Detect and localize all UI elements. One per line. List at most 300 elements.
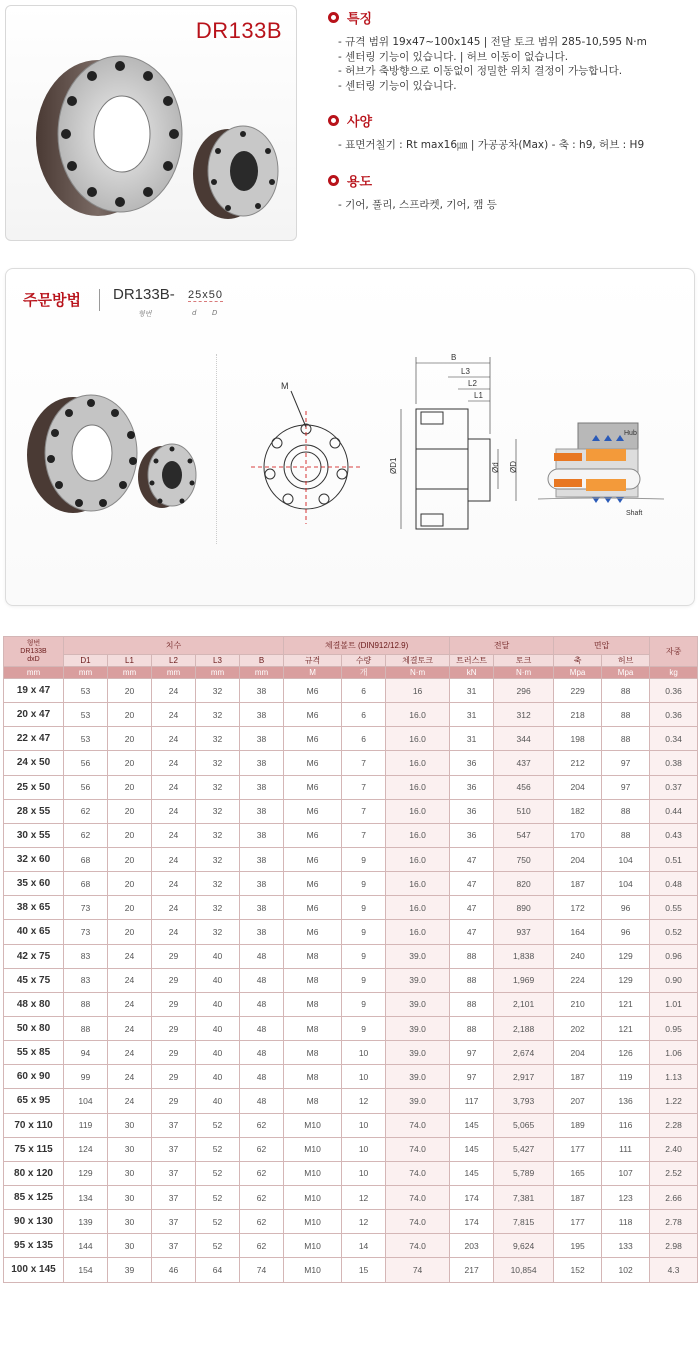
table-cell: 30: [108, 1210, 152, 1234]
table-cell: 24: [108, 944, 152, 968]
table-cell: 30: [108, 1234, 152, 1258]
table-cell: 62: [240, 1185, 284, 1209]
table-row: [4, 703, 698, 727]
subheader-cell: L1: [108, 655, 152, 667]
table-cell: 52: [196, 1137, 240, 1161]
table-cell: 24: [152, 920, 196, 944]
subheader-cell: 규격: [284, 655, 342, 667]
header-dims: 치수: [64, 637, 284, 655]
table-cell: 37: [152, 1234, 196, 1258]
table-cell: 29: [152, 1016, 196, 1040]
table-cell: 39: [108, 1258, 152, 1282]
table-cell: 38: [240, 896, 284, 920]
table-cell: M10: [284, 1258, 342, 1282]
table-cell: 9: [342, 896, 386, 920]
table-cell: 5,065: [494, 1113, 554, 1137]
table-cell: 16.0: [386, 872, 450, 896]
table-cell: 38: [240, 847, 284, 871]
table-cell: 12: [342, 1210, 386, 1234]
table-cell: 31: [450, 703, 494, 727]
table-cell: 68: [64, 847, 108, 871]
table-cell: 121: [602, 992, 650, 1016]
table-cell: 24: [108, 992, 152, 1016]
label-B: B: [451, 353, 457, 362]
table-cell: 9: [342, 1016, 386, 1040]
table-cell: 2.78: [650, 1210, 698, 1234]
label-M: M: [281, 381, 289, 391]
row-size-cell: 70 x 110: [4, 1113, 64, 1137]
table-cell: 0.36: [650, 703, 698, 727]
table-cell: 38: [240, 775, 284, 799]
table-header-row: [4, 637, 698, 655]
table-cell: 14: [342, 1234, 386, 1258]
table-cell: M6: [284, 751, 342, 775]
table-cell: 97: [450, 1065, 494, 1089]
label-D: D: [212, 309, 218, 317]
table-cell: 116: [602, 1113, 650, 1137]
row-size-cell: 38 x 65: [4, 896, 64, 920]
spec-heading-text: 사양: [347, 115, 373, 130]
table-cell: 15: [342, 1258, 386, 1282]
row-size-cell: 30 x 55: [4, 823, 64, 847]
table-cell: 145: [450, 1161, 494, 1185]
unit-cell: N·m: [386, 667, 450, 679]
table-cell: 36: [450, 799, 494, 823]
table-cell: 2,674: [494, 1041, 554, 1065]
table-cell: 0.48: [650, 872, 698, 896]
table-cell: 88: [450, 1016, 494, 1040]
table-cell: 134: [64, 1185, 108, 1209]
table-cell: 111: [602, 1137, 650, 1161]
feature-item: - 허브가 축방향으로 이동없이 정밀한 위치 결정이 가능합니다.: [338, 65, 623, 77]
table-cell: 48: [240, 1041, 284, 1065]
table-cell: M8: [284, 1016, 342, 1040]
table-cell: 56: [64, 775, 108, 799]
table-row: [4, 872, 698, 896]
table-cell: 24: [152, 775, 196, 799]
table-cell: 31: [450, 679, 494, 703]
table-cell: 40: [196, 944, 240, 968]
table-cell: 38: [240, 799, 284, 823]
label-hub: Hub: [624, 430, 637, 437]
table-cell: 118: [602, 1210, 650, 1234]
table-cell: 64: [196, 1258, 240, 1282]
table-cell: 32: [196, 751, 240, 775]
table-cell: 96: [602, 896, 650, 920]
table-cell: 2,917: [494, 1065, 554, 1089]
table-cell: 203: [450, 1234, 494, 1258]
table-cell: M8: [284, 944, 342, 968]
row-size-cell: 19 x 47: [4, 679, 64, 703]
table-cell: 46: [152, 1258, 196, 1282]
table-cell: M8: [284, 1065, 342, 1089]
table-cell: 890: [494, 896, 554, 920]
product-image-card: [5, 5, 297, 241]
table-cell: 5,427: [494, 1137, 554, 1161]
table-cell: 62: [240, 1210, 284, 1234]
table-cell: 6: [342, 679, 386, 703]
table-row: [4, 1016, 698, 1040]
table-cell: 133: [602, 1234, 650, 1258]
technical-drawing: [236, 349, 686, 539]
table-cell: 16.0: [386, 896, 450, 920]
table-cell: 40: [196, 1089, 240, 1113]
table-cell: 177: [554, 1137, 602, 1161]
table-cell: 32: [196, 896, 240, 920]
table-cell: 37: [152, 1185, 196, 1209]
table-cell: 9: [342, 968, 386, 992]
table-row: [4, 944, 698, 968]
table-cell: 96: [602, 920, 650, 944]
table-units-row: [4, 667, 698, 679]
table-cell: 129: [602, 968, 650, 992]
table-cell: 32: [196, 703, 240, 727]
table-cell: 5,789: [494, 1161, 554, 1185]
table-cell: 2.40: [650, 1137, 698, 1161]
row-size-cell: 75 x 115: [4, 1137, 64, 1161]
table-cell: 16.0: [386, 920, 450, 944]
row-size-cell: 35 x 60: [4, 872, 64, 896]
table-cell: 437: [494, 751, 554, 775]
table-cell: 0.95: [650, 1016, 698, 1040]
table-cell: 52: [196, 1185, 240, 1209]
table-cell: 7: [342, 799, 386, 823]
table-cell: 7: [342, 775, 386, 799]
table-cell: 53: [64, 727, 108, 751]
table-cell: M6: [284, 823, 342, 847]
table-cell: 204: [554, 847, 602, 871]
row-size-cell: 24 x 50: [4, 751, 64, 775]
subheader-cell: 체결토크: [386, 655, 450, 667]
label-shaft: Shaft: [626, 510, 643, 517]
table-cell: 32: [196, 872, 240, 896]
circle-bullet-icon: [328, 115, 339, 126]
table-cell: 1,838: [494, 944, 554, 968]
table-cell: 29: [152, 992, 196, 1016]
coupling-large-image: [28, 46, 188, 221]
table-cell: 38: [240, 920, 284, 944]
table-cell: 218: [554, 703, 602, 727]
table-cell: 4.3: [650, 1258, 698, 1282]
table-cell: 88: [450, 992, 494, 1016]
table-cell: 20: [108, 920, 152, 944]
table-cell: 7: [342, 823, 386, 847]
table-cell: 123: [602, 1185, 650, 1209]
table-cell: 0.44: [650, 799, 698, 823]
table-cell: 20: [108, 703, 152, 727]
table-cell: 62: [240, 1113, 284, 1137]
usage-section: [328, 171, 698, 213]
table-cell: 20: [108, 679, 152, 703]
order-title: 주문방법: [23, 291, 81, 309]
table-cell: 124: [64, 1137, 108, 1161]
table-row: [4, 799, 698, 823]
table-cell: 48: [240, 1065, 284, 1089]
usage-heading-text: 용도: [347, 174, 373, 190]
table-cell: 16.0: [386, 823, 450, 847]
table-cell: 0.43: [650, 823, 698, 847]
table-cell: 62: [64, 799, 108, 823]
table-cell: 74.0: [386, 1113, 450, 1137]
subheader-cell: L3: [196, 655, 240, 667]
table-cell: 7,815: [494, 1210, 554, 1234]
label-D: ØD: [509, 461, 518, 473]
table-cell: 1.13: [650, 1065, 698, 1089]
table-cell: M8: [284, 1089, 342, 1113]
row-size-cell: 40 x 65: [4, 920, 64, 944]
table-cell: 38: [240, 703, 284, 727]
table-cell: 24: [152, 896, 196, 920]
table-cell: 24: [152, 823, 196, 847]
table-cell: 165: [554, 1161, 602, 1185]
row-size-cell: 42 x 75: [4, 944, 64, 968]
table-cell: 9: [342, 872, 386, 896]
table-cell: 29: [152, 1089, 196, 1113]
order-size: 25x50: [188, 289, 223, 301]
table-cell: 170: [554, 823, 602, 847]
table-cell: 20: [108, 751, 152, 775]
table-row: [4, 992, 698, 1016]
table-cell: 52: [196, 1113, 240, 1137]
table-cell: 31: [450, 727, 494, 751]
header-bolt: 체결볼트 (DIN912/12.9): [284, 637, 450, 655]
order-code: DR133B-: [113, 286, 175, 303]
header-trans: 전달: [450, 637, 554, 655]
table-cell: 937: [494, 920, 554, 944]
table-row: [4, 896, 698, 920]
table-cell: 88: [602, 727, 650, 751]
table-cell: 16.0: [386, 775, 450, 799]
table-cell: 2,101: [494, 992, 554, 1016]
table-cell: 62: [240, 1234, 284, 1258]
table-cell: 62: [64, 823, 108, 847]
table-cell: 296: [494, 679, 554, 703]
table-cell: 0.55: [650, 896, 698, 920]
table-row: [4, 920, 698, 944]
table-cell: 40: [196, 1016, 240, 1040]
table-cell: 144: [64, 1234, 108, 1258]
table-cell: 0.90: [650, 968, 698, 992]
table-cell: 24: [108, 1016, 152, 1040]
table-row: [4, 1137, 698, 1161]
label-type: 형번: [138, 310, 152, 318]
label-D1: ØD1: [389, 457, 398, 474]
table-cell: 456: [494, 775, 554, 799]
table-cell: 32: [196, 679, 240, 703]
table-cell: 74.0: [386, 1185, 450, 1209]
table-cell: 40: [196, 1065, 240, 1089]
table-cell: 0.38: [650, 751, 698, 775]
header-type: 형번 DR133B dxD: [4, 637, 64, 667]
table-cell: 36: [450, 775, 494, 799]
table-cell: 53: [64, 703, 108, 727]
table-cell: 24: [152, 679, 196, 703]
table-cell: 39.0: [386, 1041, 450, 1065]
spec-section: [328, 111, 698, 153]
unit-cell: M: [284, 667, 342, 679]
table-cell: 20: [108, 872, 152, 896]
subheader-cell: 허브: [602, 655, 650, 667]
label-L1: L1: [474, 391, 483, 400]
row-size-cell: 50 x 80: [4, 1016, 64, 1040]
table-cell: 198: [554, 727, 602, 751]
feature-item: - 센터링 기능이 있습니다. | 허브 이동이 없습니다.: [338, 50, 569, 63]
table-cell: 164: [554, 920, 602, 944]
table-cell: 39.0: [386, 1089, 450, 1113]
table-cell: 547: [494, 823, 554, 847]
table-cell: 154: [64, 1258, 108, 1282]
coupling-small-image: [134, 437, 199, 512]
unit-cell: Mpa: [602, 667, 650, 679]
row-size-cell: 90 x 130: [4, 1210, 64, 1234]
table-cell: 145: [450, 1137, 494, 1161]
table-cell: M6: [284, 703, 342, 727]
table-cell: 229: [554, 679, 602, 703]
table-cell: 0.96: [650, 944, 698, 968]
table-cell: 74.0: [386, 1234, 450, 1258]
table-cell: 24: [152, 847, 196, 871]
unit-cell: mm: [108, 667, 152, 679]
table-cell: M6: [284, 799, 342, 823]
table-cell: 16.0: [386, 727, 450, 751]
table-cell: 83: [64, 968, 108, 992]
table-cell: M6: [284, 847, 342, 871]
feature-item: - 규격 범위 19x47~100x145 | 전달 토크 범위 285-10,595 N·m: [338, 36, 647, 48]
subheader-cell: 축: [554, 655, 602, 667]
table-cell: M10: [284, 1185, 342, 1209]
table-cell: 52: [196, 1234, 240, 1258]
table-cell: 121: [602, 1016, 650, 1040]
table-cell: 38: [240, 751, 284, 775]
table-cell: 119: [602, 1065, 650, 1089]
row-size-cell: 60 x 90: [4, 1065, 64, 1089]
table-cell: 24: [152, 872, 196, 896]
row-size-cell: 32 x 60: [4, 847, 64, 871]
table-cell: 32: [196, 847, 240, 871]
table-cell: 217: [450, 1258, 494, 1282]
table-cell: 224: [554, 968, 602, 992]
table-row: [4, 751, 698, 775]
table-cell: 48: [240, 968, 284, 992]
unit-cell: mm: [64, 667, 108, 679]
table-cell: 195: [554, 1234, 602, 1258]
usage-item: - 기어, 풀리, 스프라켓, 기어, 캠 등: [338, 198, 497, 211]
table-cell: 39.0: [386, 1016, 450, 1040]
table-cell: 32: [196, 823, 240, 847]
table-cell: M6: [284, 775, 342, 799]
table-cell: 52: [196, 1161, 240, 1185]
row-size-cell: 85 x 125: [4, 1185, 64, 1209]
table-cell: M10: [284, 1161, 342, 1185]
table-cell: 1.06: [650, 1041, 698, 1065]
table-cell: 30: [108, 1113, 152, 1137]
table-cell: 1,969: [494, 968, 554, 992]
table-cell: 24: [152, 703, 196, 727]
row-size-cell: 22 x 47: [4, 727, 64, 751]
table-cell: 9: [342, 992, 386, 1016]
subheader-cell: 토크: [494, 655, 554, 667]
table-cell: 48: [240, 1016, 284, 1040]
features-panel: [328, 8, 698, 230]
table-cell: 119: [64, 1113, 108, 1137]
table-cell: 62: [240, 1137, 284, 1161]
table-cell: 24: [108, 968, 152, 992]
table-cell: 88: [64, 992, 108, 1016]
table-cell: 0.52: [650, 920, 698, 944]
table-cell: 88: [602, 799, 650, 823]
table-cell: 74: [386, 1258, 450, 1282]
table-cell: 32: [196, 799, 240, 823]
subheader-cell: 트러스트: [450, 655, 494, 667]
table-cell: M10: [284, 1234, 342, 1258]
unit-cell: mm: [152, 667, 196, 679]
table-cell: 40: [196, 992, 240, 1016]
table-cell: 83: [64, 944, 108, 968]
table-cell: 24: [108, 1065, 152, 1089]
table-cell: 174: [450, 1185, 494, 1209]
table-cell: 129: [64, 1161, 108, 1185]
table-row: [4, 968, 698, 992]
table-cell: 10: [342, 1065, 386, 1089]
circle-bullet-icon: [328, 175, 339, 186]
table-row: [4, 1161, 698, 1185]
table-cell: 74.0: [386, 1161, 450, 1185]
unit-cell: Mpa: [554, 667, 602, 679]
table-row: [4, 1089, 698, 1113]
table-subheader-row: [4, 655, 698, 667]
table-cell: 750: [494, 847, 554, 871]
table-cell: 9: [342, 847, 386, 871]
table-cell: 187: [554, 1065, 602, 1089]
table-cell: 510: [494, 799, 554, 823]
table-cell: 0.51: [650, 847, 698, 871]
table-cell: 74.0: [386, 1210, 450, 1234]
table-cell: 20: [108, 727, 152, 751]
table-cell: M6: [284, 872, 342, 896]
feature-item: - 센터링 기능이 있습니다.: [338, 79, 457, 92]
table-row: [4, 1065, 698, 1089]
table-cell: 88: [450, 968, 494, 992]
table-cell: 10: [342, 1161, 386, 1185]
table-cell: 16.0: [386, 847, 450, 871]
order-method-card: [5, 268, 695, 606]
table-cell: 1.01: [650, 992, 698, 1016]
divider: [99, 289, 100, 311]
table-cell: 207: [554, 1089, 602, 1113]
circle-bullet-icon: [328, 12, 339, 23]
table-cell: 52: [196, 1210, 240, 1234]
table-cell: 48: [240, 1089, 284, 1113]
table-cell: M6: [284, 727, 342, 751]
table-cell: 204: [554, 1041, 602, 1065]
table-cell: 102: [602, 1258, 650, 1282]
row-size-cell: 28 x 55: [4, 799, 64, 823]
table-cell: 210: [554, 992, 602, 1016]
unit-cell: mm: [196, 667, 240, 679]
unit-cell: kN: [450, 667, 494, 679]
table-cell: 29: [152, 968, 196, 992]
table-cell: 820: [494, 872, 554, 896]
table-cell: 48: [240, 992, 284, 1016]
features-section: [328, 8, 698, 93]
header-weight: 자중: [650, 637, 698, 667]
table-cell: 104: [602, 872, 650, 896]
table-cell: 37: [152, 1161, 196, 1185]
table-cell: 47: [450, 896, 494, 920]
product-title: DR133B: [195, 18, 282, 43]
table-row: [4, 847, 698, 871]
row-size-cell: 65 x 95: [4, 1089, 64, 1113]
